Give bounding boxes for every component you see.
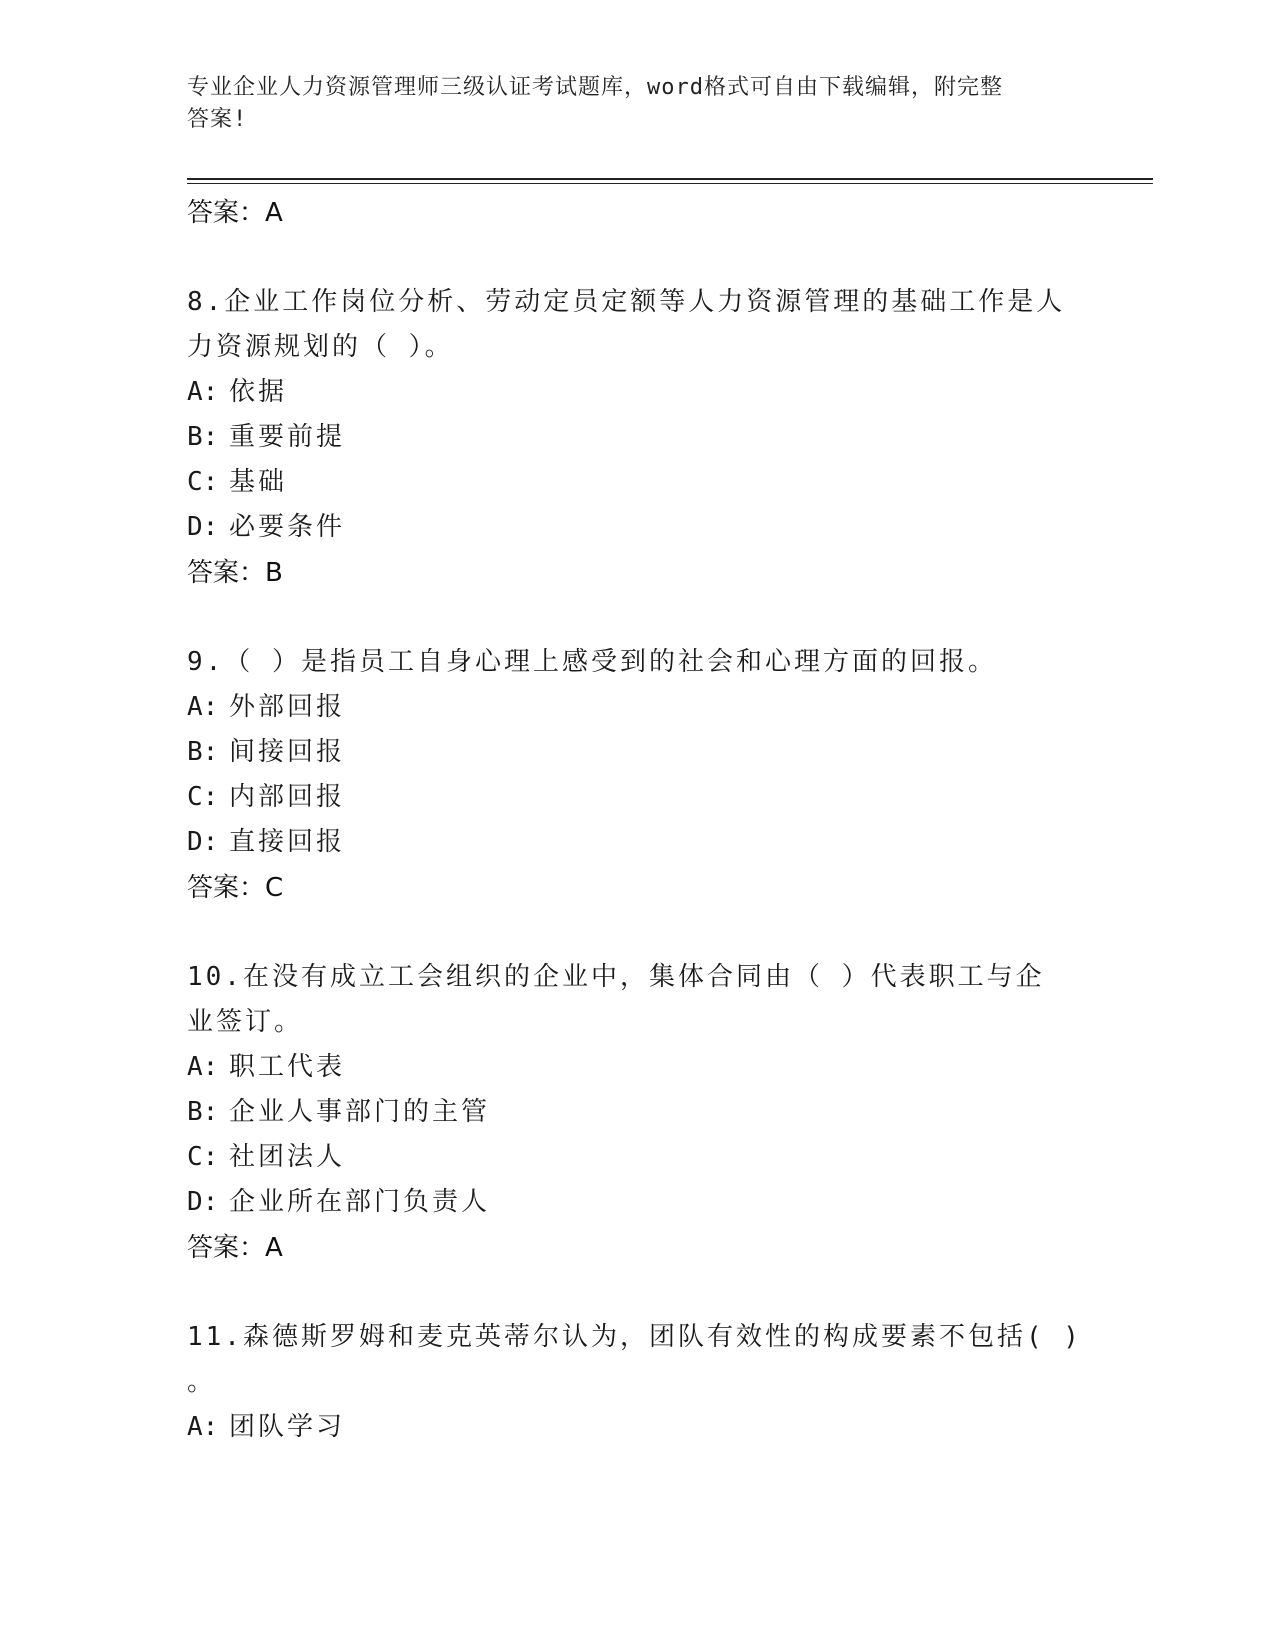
option-item (187, 775, 1087, 820)
question-stem (187, 1315, 1087, 1405)
header-line-1: 专业企业人力资源管理师三级认证考试题库，word格式可自由下载编辑，附完整 (187, 75, 1003, 100)
question-stem-line: 力资源规划的（ ）。 (187, 332, 454, 362)
option-letter: C: (187, 467, 219, 497)
option-item (187, 460, 1087, 505)
question-stem-line: 业签订。 (187, 1007, 304, 1037)
option-letter: C: (187, 782, 219, 812)
option-item (187, 1180, 1087, 1225)
option-item (187, 505, 1087, 550)
question-stem-line: 8.企业工作岗位分析、劳动定员定额等人力资源管理的基础工作是人 (187, 287, 1066, 317)
option-text: 直接回报 (229, 827, 346, 857)
option-letter: D: (187, 1187, 219, 1217)
option-item (187, 820, 1087, 865)
question-item (187, 1315, 1087, 1450)
option-item (187, 415, 1087, 460)
option-text: 企业人事部门的主管 (229, 1097, 491, 1127)
option-text: 企业所在部门负责人 (229, 1187, 491, 1217)
option-letter: D: (187, 827, 219, 857)
question-item (187, 955, 1087, 1271)
document-header (187, 72, 1067, 136)
answer-line: 答案：B (187, 558, 283, 588)
option-text: 重要前提 (229, 422, 346, 452)
option-item (187, 1405, 1087, 1450)
option-letter: A: (187, 692, 219, 722)
option-letter: A: (187, 1412, 219, 1442)
question-stem (187, 280, 1087, 370)
answer-line: 答案：A (187, 1233, 283, 1263)
question-stem-line: 。 (187, 1367, 217, 1397)
option-text: 间接回报 (229, 737, 346, 767)
option-letter: A: (187, 1052, 219, 1082)
option-letter: D: (187, 512, 219, 542)
option-text: 团队学习 (229, 1412, 346, 1442)
option-item (187, 1135, 1087, 1180)
answer-line: 答案：C (187, 873, 284, 903)
question-stem-line: 11.森德斯罗姆和麦克英蒂尔认为，团队有效性的构成要素不包括( ) (187, 1322, 1082, 1352)
question-stem (187, 955, 1087, 1045)
document-body (187, 190, 1087, 1450)
option-text: 内部回报 (229, 782, 346, 812)
option-text: 基础 (229, 467, 288, 497)
option-letter: C: (187, 1142, 219, 1172)
option-letter: B: (187, 422, 219, 452)
option-item (187, 685, 1087, 730)
option-item (187, 730, 1087, 775)
option-text: 依据 (229, 377, 288, 407)
question-item (187, 280, 1087, 596)
header-line-2: 答案! (187, 107, 248, 132)
header-divider-thin (187, 183, 1153, 184)
option-item (187, 370, 1087, 415)
answer-line: 答案：A (187, 198, 283, 228)
option-item (187, 1045, 1087, 1090)
option-text: 职工代表 (229, 1052, 346, 1082)
question-stem (187, 640, 1087, 685)
option-letter: B: (187, 737, 219, 767)
option-letter: A: (187, 377, 219, 407)
question-item (187, 640, 1087, 911)
header-divider-thick (187, 178, 1153, 180)
option-text: 必要条件 (229, 512, 346, 542)
option-letter: B: (187, 1097, 219, 1127)
option-text: 外部回报 (229, 692, 346, 722)
option-item (187, 1090, 1087, 1135)
question-stem-line: 10.在没有成立工会组织的企业中，集体合同由（ ）代表职工与企 (187, 962, 1045, 992)
question-stem-line: 9.（ ）是指员工自身心理上感受到的社会和心理方面的回报。 (187, 647, 997, 677)
option-text: 社团法人 (229, 1142, 346, 1172)
